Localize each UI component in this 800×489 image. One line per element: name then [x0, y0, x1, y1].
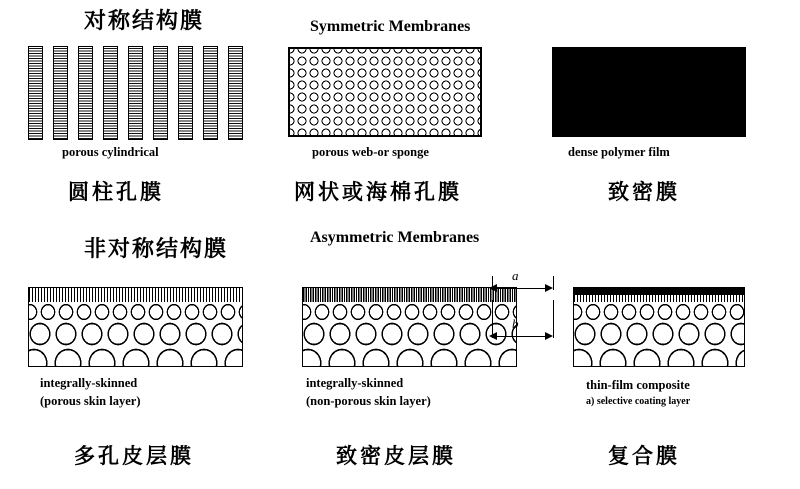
thin-film-composite-graphic — [573, 287, 745, 367]
symmetric-title-cn: 对称结构膜 — [84, 9, 205, 34]
arrow-a-tick-left — [492, 276, 493, 290]
arrow-a-head-right — [545, 284, 553, 292]
caption-dense-polymer-film-cn: 致密膜 — [608, 180, 680, 204]
integrally-skinned-porous-graphic — [28, 287, 243, 367]
asymmetric-title-cn: 非对称结构膜 — [84, 237, 229, 262]
caption-porous-cylindrical-en: porous cylindrical — [62, 145, 159, 159]
selective-coating-layer — [574, 288, 744, 295]
caption-thin-film-composite-en-1: thin-film composite — [586, 378, 690, 392]
caption-integrally-skinned-nonporous-en-2: (non-porous skin layer) — [306, 394, 431, 408]
pore-row-medium — [302, 321, 517, 348]
arrow-b-head-left — [489, 332, 497, 340]
pore-row-large — [302, 346, 517, 367]
caption-porous-cylindrical-cn: 圆柱孔膜 — [68, 180, 164, 204]
porous-cylindrical-graphic — [28, 46, 243, 140]
pore-row-small — [573, 302, 745, 322]
dense-polymer-film-graphic — [552, 47, 746, 137]
arrow-b-tick-left — [492, 300, 493, 338]
caption-integrally-skinned-nonporous-cn: 致密皮层膜 — [336, 444, 456, 468]
arrow-b-head-right — [545, 332, 553, 340]
label-layer-b: b — [512, 316, 519, 331]
caption-integrally-skinned-porous-en-1: integrally-skinned — [40, 376, 138, 390]
pore-row-small — [302, 302, 517, 322]
caption-thin-film-composite-en-2: a) selective coating layer — [586, 396, 691, 407]
caption-dense-polymer-film-en: dense polymer film — [568, 145, 670, 159]
caption-integrally-skinned-porous-en-2: (porous skin layer) — [40, 394, 141, 408]
cylindrical-bar — [203, 46, 218, 140]
porous-web-sponge-graphic — [288, 47, 482, 137]
caption-porous-web-sponge-en: porous web-or sponge — [312, 145, 429, 159]
cylindrical-bar — [153, 46, 168, 140]
cylindrical-bar — [128, 46, 143, 140]
pore-row-large — [573, 346, 745, 367]
caption-integrally-skinned-porous-cn: 多孔皮层膜 — [74, 444, 194, 468]
symmetric-title-en: Symmetric Membranes — [310, 18, 471, 35]
cylindrical-bar — [228, 46, 243, 140]
caption-thin-film-composite-cn: 复合膜 — [608, 444, 680, 468]
arrow-a-line — [493, 288, 551, 289]
pore-row-large — [28, 346, 243, 367]
cylindrical-bar — [178, 46, 193, 140]
pore-row-small — [28, 302, 243, 322]
cylindrical-bar — [78, 46, 93, 140]
cylindrical-bar — [53, 46, 68, 140]
caption-porous-web-sponge-cn: 网状或海棉孔膜 — [294, 180, 462, 204]
caption-integrally-skinned-nonporous-en-1: integrally-skinned — [306, 376, 404, 390]
circle-mesh-pattern — [288, 47, 482, 137]
asymmetric-title-en: Asymmetric Membranes — [310, 229, 480, 246]
arrow-b-tick-right — [553, 300, 554, 338]
integrally-skinned-nonporous-graphic — [302, 287, 517, 367]
cylindrical-bar — [103, 46, 118, 140]
arrow-a-head-left — [489, 284, 497, 292]
arrow-a-tick-right — [553, 276, 554, 290]
pore-row-medium — [573, 321, 745, 348]
label-layer-a: a — [512, 268, 519, 283]
pore-row-medium — [28, 321, 243, 348]
arrow-b-line — [493, 336, 551, 337]
cylindrical-bar — [28, 46, 43, 140]
